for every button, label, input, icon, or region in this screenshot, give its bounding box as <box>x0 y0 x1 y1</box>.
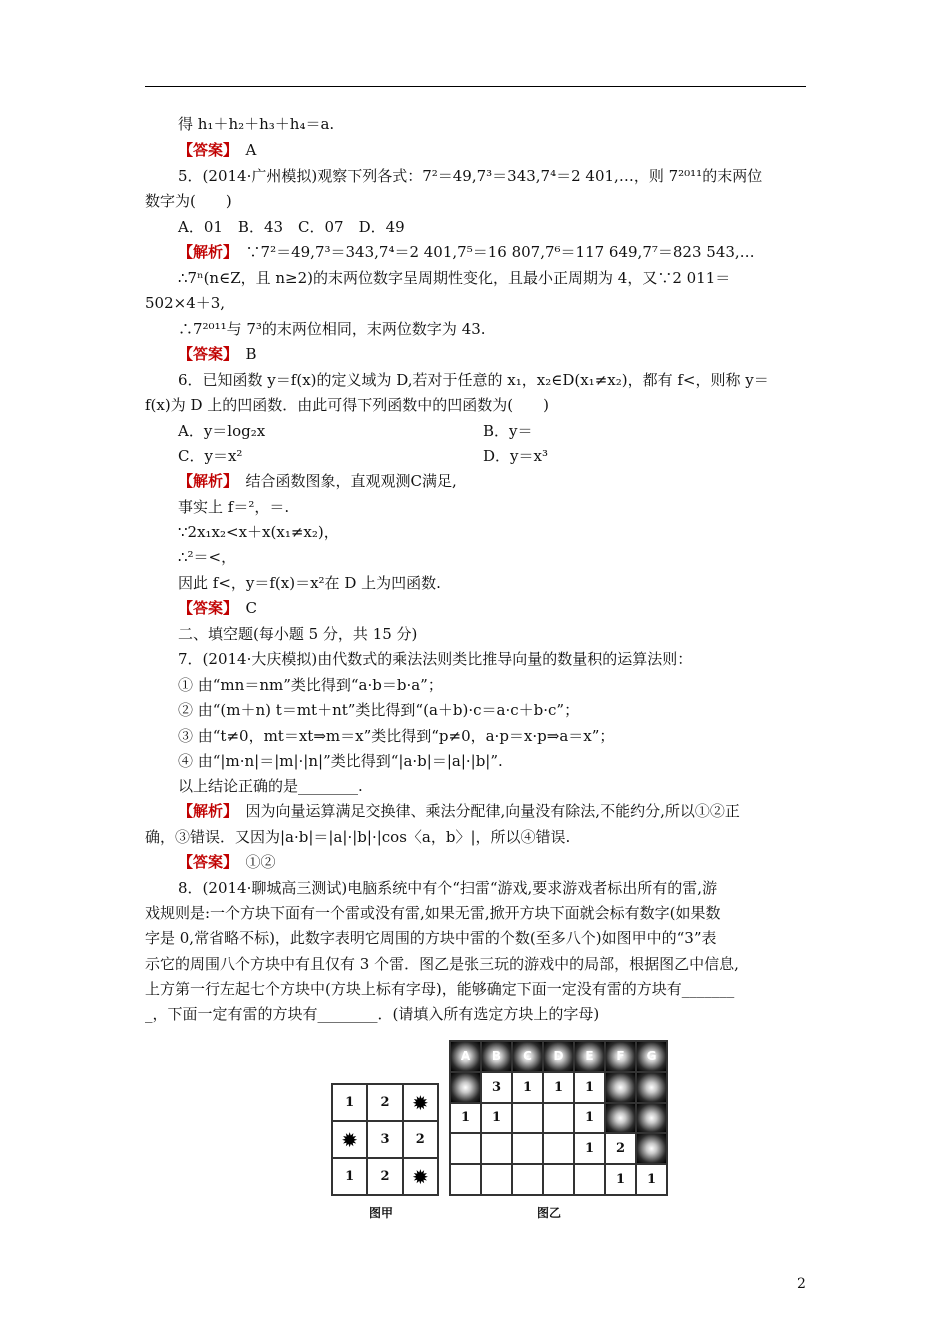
mine-icon: ✹ <box>403 1158 438 1195</box>
text-line <box>178 522 339 542</box>
line-text: A．01 B．43 C．07 D．49 <box>178 218 405 236</box>
line-text: 结合函数图象，直观观测C满足, <box>245 472 457 490</box>
line-text: ① 由“mn＝nm”类比得到“a·b＝b·a”； <box>178 676 443 694</box>
text-line <box>178 878 717 898</box>
grid-cell: 3 <box>367 1121 402 1158</box>
covered-cell <box>450 1072 481 1103</box>
column-label-cell: B <box>481 1041 512 1072</box>
line-text: ∵2x₁x₂<x＋x(x₁≠x₂)， <box>178 523 339 541</box>
text-line <box>178 497 289 517</box>
column-label-cell: G <box>636 1041 667 1072</box>
section-tag: 【解析】 <box>178 802 231 820</box>
text-line <box>145 191 232 211</box>
text-line <box>178 573 441 593</box>
mine-icon: ✹ <box>332 1121 367 1158</box>
covered-cell <box>636 1133 667 1164</box>
grid-cell <box>512 1164 543 1195</box>
text-line <box>145 1004 599 1024</box>
text-line <box>483 446 548 466</box>
text-line <box>178 598 257 618</box>
text-line <box>178 421 265 441</box>
text-line <box>178 801 740 821</box>
header-rule <box>145 86 806 87</box>
line-text: B．y＝ <box>483 422 533 440</box>
column-label-cell: C <box>512 1041 543 1072</box>
text-line <box>178 140 256 160</box>
grid-cell: 1 <box>543 1072 574 1103</box>
mine-icon: ✹ <box>403 1084 438 1121</box>
text-line <box>145 395 549 415</box>
line-text: ①② <box>245 853 276 871</box>
section-tag: 【答案】 <box>178 599 231 617</box>
line-text: 上方第一行左起七个方块中(方块上标有字母)，能够确定下面一定没有雷的方块有_______ <box>145 980 735 998</box>
grid-cell: 1 <box>636 1164 667 1195</box>
text-line <box>178 370 769 390</box>
text-line <box>145 928 717 948</box>
text-line <box>178 319 486 339</box>
text-line <box>178 726 614 746</box>
grid-cell <box>481 1133 512 1164</box>
text-line <box>145 827 570 847</box>
grid-cell: 1 <box>481 1103 512 1134</box>
grid-cell: 2 <box>367 1084 402 1121</box>
figure-a-caption: 图甲 <box>369 1206 394 1220</box>
grid-cell: 1 <box>574 1103 605 1134</box>
grid-cell: 1 <box>574 1072 605 1103</box>
text-line <box>145 903 720 923</box>
line-text: 得 h₁＋h₂＋h₃＋h₄＝a. <box>178 115 335 133</box>
figure-b-caption: 图乙 <box>537 1206 562 1220</box>
line-text: 字是 0,常省略不标)，此数字表明它周围的方块中雷的个数(至多八个)如图甲中的“3”表 <box>145 929 717 947</box>
text-line <box>178 649 692 669</box>
text-line <box>178 852 276 872</box>
text-line <box>178 751 503 771</box>
line-text: A <box>245 141 257 159</box>
line-text: 因为向量运算满足交换律、乘法分配律,向量没有除法,不能约分,所以①②正 <box>245 802 740 820</box>
grid-cell: 3 <box>481 1072 512 1103</box>
grid-cell <box>543 1164 574 1195</box>
grid-cell: 1 <box>605 1164 636 1195</box>
text-line <box>145 954 739 974</box>
line-text: 8．(2014·聊城高三测试)电脑系统中有个“扫雷“游戏,要求游戏者标出所有的雷,游 <box>178 879 718 897</box>
text-line <box>178 114 334 134</box>
line-text: 戏规则是:一个方块下面有一个雷或没有雷,如果无雷,掀开方块下面就会标有数字(如果数 <box>145 904 721 922</box>
covered-cell <box>636 1103 667 1134</box>
line-text: f(x)为 D 上的凹函数．由此可得下列函数中的凹函数为( ) <box>145 396 549 414</box>
text-line <box>178 344 257 364</box>
figure-b-grid <box>449 1040 668 1196</box>
line-text: 因此 f<，y＝f(x)＝x²在 D 上为凹函数. <box>178 574 441 592</box>
text-line <box>178 446 242 466</box>
line-text: ∴7²⁰¹¹与 7³的末两位相同，末两位数字为 43. <box>178 320 486 338</box>
grid-cell <box>450 1133 481 1164</box>
column-label-cell: E <box>574 1041 605 1072</box>
line-text: B <box>245 345 257 363</box>
line-text: 确，③错误．又因为|a·b|＝|a|·|b|·|cos〈a，b〉|，所以④错误. <box>145 828 571 846</box>
column-label-cell: A <box>450 1041 481 1072</box>
column-label-cell: D <box>543 1041 574 1072</box>
text-line <box>145 293 225 313</box>
grid-cell: 1 <box>332 1084 367 1121</box>
grid-cell: 1 <box>512 1072 543 1103</box>
section-tag: 【答案】 <box>178 853 231 871</box>
line-text: 502×4＋3, <box>145 294 226 312</box>
line-text: 二、填空题(每小题 5 分，共 15 分) <box>178 625 418 643</box>
page-number: 2 <box>797 1276 806 1292</box>
grid-cell: 2 <box>367 1158 402 1195</box>
figure-a-grid <box>331 1083 439 1196</box>
text-line <box>178 624 417 644</box>
grid-cell: 2 <box>403 1121 438 1158</box>
grid-cell: 1 <box>332 1158 367 1195</box>
line-text: D．y＝x³ <box>483 447 548 465</box>
section-tag: 【解析】 <box>178 243 231 261</box>
line-text: _，下面一定有雷的方块有________．(请填入所有选定方块上的字母) <box>145 1005 600 1023</box>
section-tag: 【答案】 <box>178 345 231 363</box>
section-tag: 【解析】 <box>178 472 231 490</box>
text-line <box>145 979 734 999</box>
line-text: C．y＝x² <box>178 447 243 465</box>
grid-cell <box>512 1133 543 1164</box>
line-text: ② 由“(m＋n) t＝mt＋nt”类比得到“(a＋b)·c＝a·c＋b·c”； <box>178 701 580 719</box>
line-text: ∴7ⁿ(n∈Z，且 n≥2)的末两位数字呈周期性变化，且最小正周期为 4，又∵2 011＝ <box>178 269 731 287</box>
section-tag: 【答案】 <box>178 141 231 159</box>
text-line <box>178 471 457 491</box>
text-line <box>178 166 762 186</box>
grid-cell: 1 <box>574 1133 605 1164</box>
line-text: 6．已知函数 y＝f(x)的定义域为 D,若对于任意的 x₁，x₂∈D(x₁≠x₂)，都有 f<，则称 y＝ <box>178 371 769 389</box>
text-line <box>483 421 533 441</box>
line-text: ∵7²＝49,7³＝343,7⁴＝2 401,7⁵＝16 807,7⁶＝117 649,7⁷＝823 543,… <box>245 243 755 261</box>
text-line <box>178 776 363 796</box>
line-text: ③ 由“t≠0，mt＝xt⇒m＝x”类比得到“p≠0，a·p＝x·p⇒a＝x”； <box>178 727 615 745</box>
grid-cell <box>512 1103 543 1134</box>
text-line <box>178 242 755 262</box>
text-line <box>178 268 730 288</box>
grid-cell <box>481 1164 512 1195</box>
covered-cell <box>636 1072 667 1103</box>
grid-cell <box>450 1164 481 1195</box>
covered-cell <box>605 1072 636 1103</box>
grid-cell <box>543 1103 574 1134</box>
text-line <box>178 217 405 237</box>
line-text: 示它的周围八个方块中有且仅有 3 个雷．图乙是张三玩的游戏中的局部，根据图乙中信息, <box>145 955 739 973</box>
text-line <box>178 547 236 567</box>
line-text: ∴²＝<， <box>178 548 237 566</box>
line-text: 以上结论正确的是________. <box>178 777 363 795</box>
grid-cell <box>574 1164 605 1195</box>
grid-cell: 2 <box>605 1133 636 1164</box>
line-text: 数字为( ) <box>145 192 232 210</box>
covered-cell <box>605 1103 636 1134</box>
line-text: 7．(2014·大庆模拟)由代数式的乘法法则类比推导向量的数量积的运算法则： <box>178 650 693 668</box>
text-line <box>178 700 579 720</box>
line-text: 事实上 f＝²，＝. <box>178 498 290 516</box>
text-line <box>178 675 443 695</box>
column-label-cell: F <box>605 1041 636 1072</box>
line-text: ④ 由“|m·n|＝|m|·|n|”类比得到“|a·b|＝|a|·|b|”. <box>178 752 503 770</box>
grid-cell <box>543 1133 574 1164</box>
grid-cell: 1 <box>450 1103 481 1134</box>
line-text: C <box>245 599 258 617</box>
line-text: A．y＝log₂x <box>178 422 266 440</box>
line-text: 5．(2014·广州模拟)观察下列各式：7²＝49,7³＝343,7⁴＝2 401,…，则 7²⁰¹¹的末两位 <box>178 167 763 185</box>
